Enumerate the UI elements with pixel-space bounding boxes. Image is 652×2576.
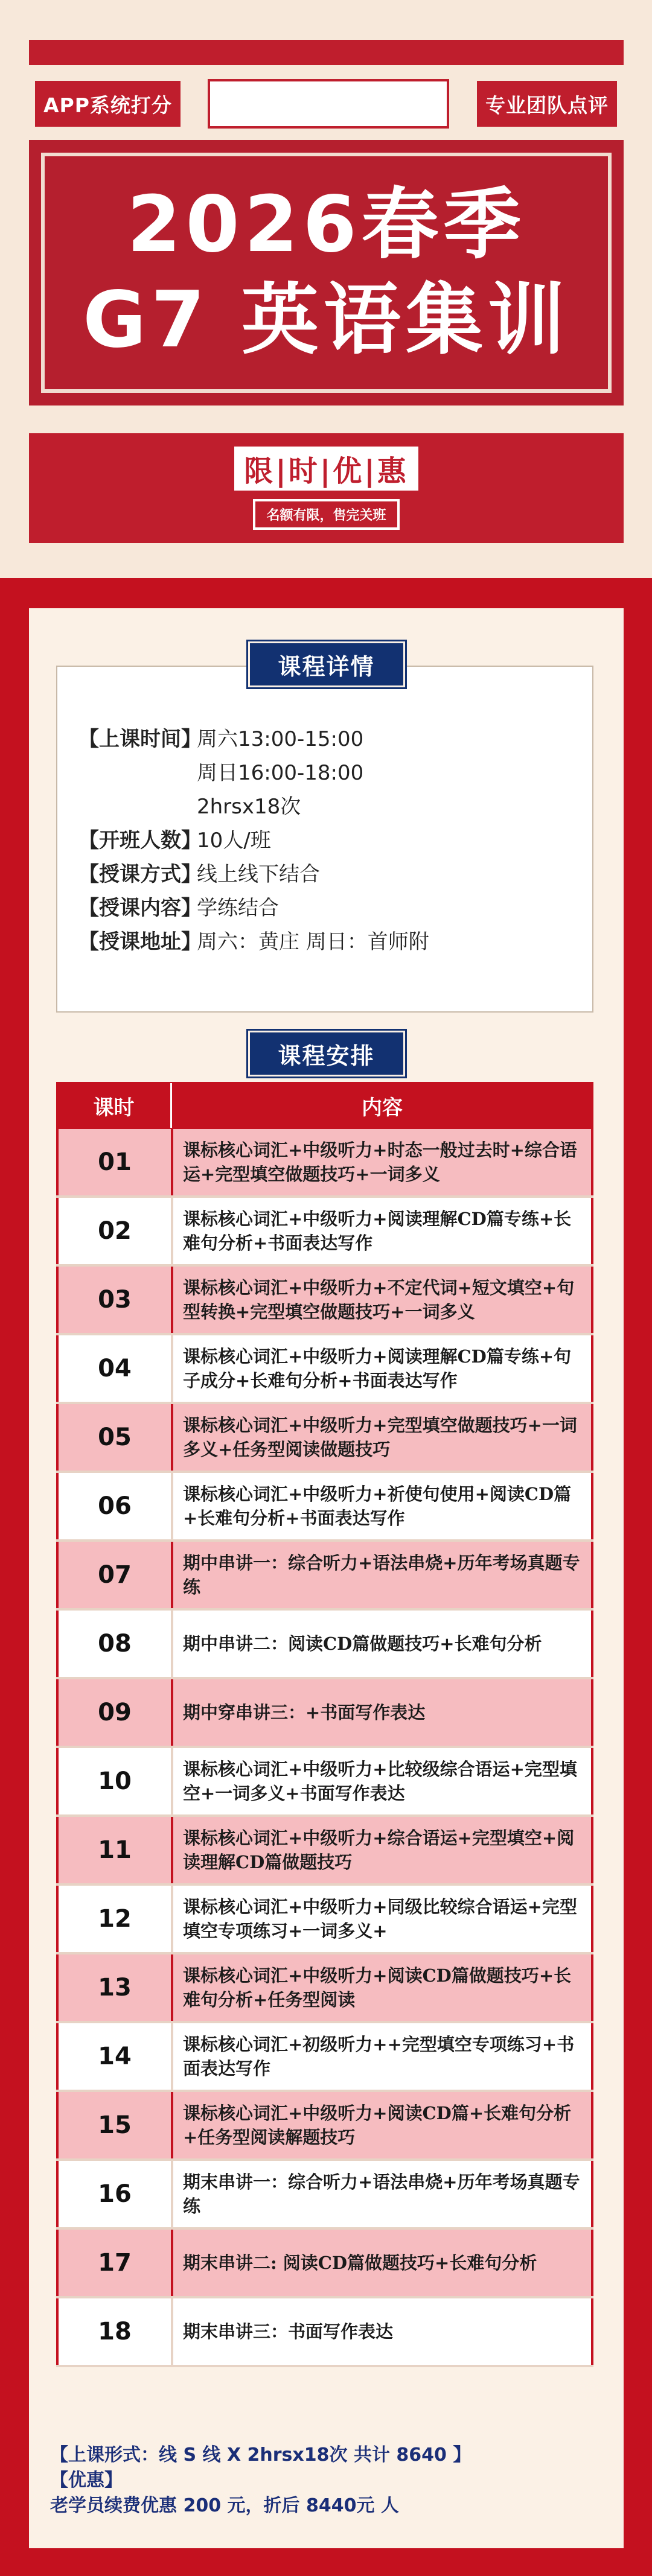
table-row: [56, 1335, 593, 1404]
detail-row: [78, 857, 574, 891]
table-row: [56, 1611, 593, 1679]
detail-label: 【授课地址】: [78, 930, 202, 954]
lesson-number: 16: [56, 2161, 171, 2227]
lesson-number: 17: [56, 2230, 171, 2296]
detail-row: [78, 756, 574, 790]
lesson-content: 课标核心词汇+中级听力+阅读CD篇做题技巧+长难句分析+任务型阅读: [171, 1954, 593, 2021]
footer-line-discount: 老学员续费优惠 200 元，折后 8440元 人: [50, 2495, 399, 2516]
lesson-number: 08: [56, 1611, 171, 1677]
top-decor-stripe: [29, 40, 624, 65]
schedule-table: [56, 1082, 593, 2367]
lesson-number: 11: [56, 1817, 171, 1883]
detail-value: 学练结合: [197, 896, 279, 920]
lesson-content: 课标核心词汇+中级听力+阅读CD篇+长难句分析+任务型阅读解题技巧: [171, 2092, 593, 2158]
detail-row: [78, 722, 574, 756]
lesson-content: 期中串讲二：阅读CD篇做题技巧+长难句分析: [171, 1611, 593, 1677]
table-row: [56, 1267, 593, 1335]
table-row: [56, 1198, 593, 1267]
detail-label: 【授课方式】: [78, 862, 202, 886]
hero-banner: [29, 140, 624, 405]
promo-title: 限|时|优|惠: [234, 447, 418, 491]
table-row: [56, 2230, 593, 2298]
promo-banner: [29, 433, 624, 543]
lesson-number: 09: [56, 1679, 171, 1746]
table-row: [56, 2161, 593, 2230]
lesson-number: 13: [56, 1954, 171, 2021]
table-row: [56, 1748, 593, 1817]
lesson-content: 课标核心词汇+初级听力++完型填空专项练习+书面表达写作: [171, 2023, 593, 2090]
lesson-content: 期末串讲三：书面写作表达: [171, 2298, 593, 2365]
hero-title-line1: 2026春季: [127, 180, 526, 270]
lesson-number: 12: [56, 1886, 171, 1952]
detail-label: 【上课时间】: [78, 727, 202, 751]
lesson-content: 课标核心词汇+中级听力+不定代词+短文填空+句型转换+完型填空做题技巧+一词多义: [171, 1267, 593, 1333]
table-body: [56, 1129, 593, 2367]
detail-value: 周六：黄庄 周日：首师附: [197, 930, 429, 954]
lesson-number: 04: [56, 1335, 171, 1402]
lesson-content: 期末串讲一：综合听力+语法串烧+历年考场真题专练: [171, 2161, 593, 2227]
detail-value: 10人/班: [197, 828, 271, 853]
table-row: [56, 1954, 593, 2023]
lesson-number: 07: [56, 1542, 171, 1608]
lesson-content: 课标核心词汇+中级听力+同级比较综合语运+完型填空专项练习+一词多义+: [171, 1886, 593, 1952]
detail-row: [78, 891, 574, 925]
lesson-content: 课标核心词汇+中级听力+时态一般过去时+综合语运+完型填空做题技巧+一词多义: [171, 1129, 593, 1195]
lesson-content: 期末串讲二: 阅读CD篇做题技巧+长难句分析: [171, 2230, 593, 2296]
lesson-content: 课标核心词汇+中级听力+祈使句使用+阅读CD篇+长难句分析+书面表达写作: [171, 1473, 593, 1539]
course-details-box: [56, 666, 593, 1013]
app-rating-tag: APP系统打分: [35, 81, 181, 127]
lesson-content: 课标核心词汇+中级听力+综合语运+完型填空+阅读理解CD篇做题技巧: [171, 1817, 593, 1883]
team-review-tag: 专业团队点评: [477, 81, 617, 127]
detail-value: 线上线下结合: [197, 862, 320, 886]
lesson-number: 14: [56, 2023, 171, 2090]
table-row: [56, 1679, 593, 1748]
detail-label: [78, 790, 197, 824]
lesson-content: 期中穿串讲三：+书面写作表达: [171, 1679, 593, 1746]
lesson-number: 06: [56, 1473, 171, 1539]
detail-row: [78, 824, 574, 857]
lesson-number: 02: [56, 1198, 171, 1264]
table-header: [56, 1082, 593, 1129]
detail-label: 【开班人数】: [78, 828, 202, 853]
detail-value: 周六13:00-15:00: [197, 727, 364, 751]
lesson-content: 课标核心词汇+中级听力+比较级综合语运+完型填空+一词多义+书面写作表达: [171, 1748, 593, 1814]
table-row: [56, 2298, 593, 2367]
lesson-number: 01: [56, 1129, 171, 1195]
lesson-content: 课标核心词汇+中级听力+阅读理解CD篇专练+句子成分+长难句分析+书面表达写作: [171, 1335, 593, 1402]
hero-frame: [41, 153, 612, 393]
hero-title-line2: G7 英语集训: [83, 275, 570, 365]
table-row: [56, 1817, 593, 1886]
tag-bar: [35, 77, 617, 130]
main-frame: [0, 578, 652, 2576]
detail-row: [78, 925, 574, 959]
detail-label: [78, 756, 197, 790]
footer-line-format: 【上课形式：线 S 线 X 2hrsx18次 共计 8640 】: [50, 2444, 471, 2466]
table-row: [56, 1404, 593, 1473]
detail-row: [78, 790, 574, 824]
detail-value: 2hrsx18次: [197, 795, 301, 819]
lesson-content: 课标核心词汇+中级听力+阅读理解CD篇专练+长难句分析+书面表达写作: [171, 1198, 593, 1264]
footer-line-discount-label: 【优惠】: [50, 2470, 123, 2491]
main-panel: [29, 608, 624, 2548]
promo-subtitle: 名额有限，售完关班: [253, 499, 399, 530]
lesson-content: 课标核心词汇+中级听力+完型填空做题技巧+一词多义+任务型阅读做题技巧: [171, 1404, 593, 1471]
blank-box: [208, 79, 449, 129]
lesson-number: 15: [56, 2092, 171, 2158]
lesson-number: 03: [56, 1267, 171, 1333]
table-row: [56, 1473, 593, 1542]
details-list: [78, 722, 574, 959]
lesson-content: 期中串讲一：综合听力+语法串烧+历年考场真题专练: [171, 1542, 593, 1608]
detail-label: 【授课内容】: [78, 896, 202, 920]
table-row: [56, 2092, 593, 2161]
content-column-header: 内容: [362, 1095, 403, 1120]
course-schedule-heading: 课程安排: [248, 1031, 405, 1077]
lesson-number: 18: [56, 2298, 171, 2365]
lesson-column-header: 课时: [57, 1083, 172, 1128]
lesson-number: 10: [56, 1748, 171, 1814]
lesson-number: 05: [56, 1404, 171, 1471]
table-row: [56, 1129, 593, 1198]
detail-value: 周日16:00-18:00: [197, 761, 364, 785]
table-row: [56, 1542, 593, 1611]
table-row: [56, 2023, 593, 2092]
footer-notes: [50, 2443, 593, 2519]
course-details-heading: 课程详情: [248, 641, 405, 687]
table-row: [56, 1886, 593, 1954]
